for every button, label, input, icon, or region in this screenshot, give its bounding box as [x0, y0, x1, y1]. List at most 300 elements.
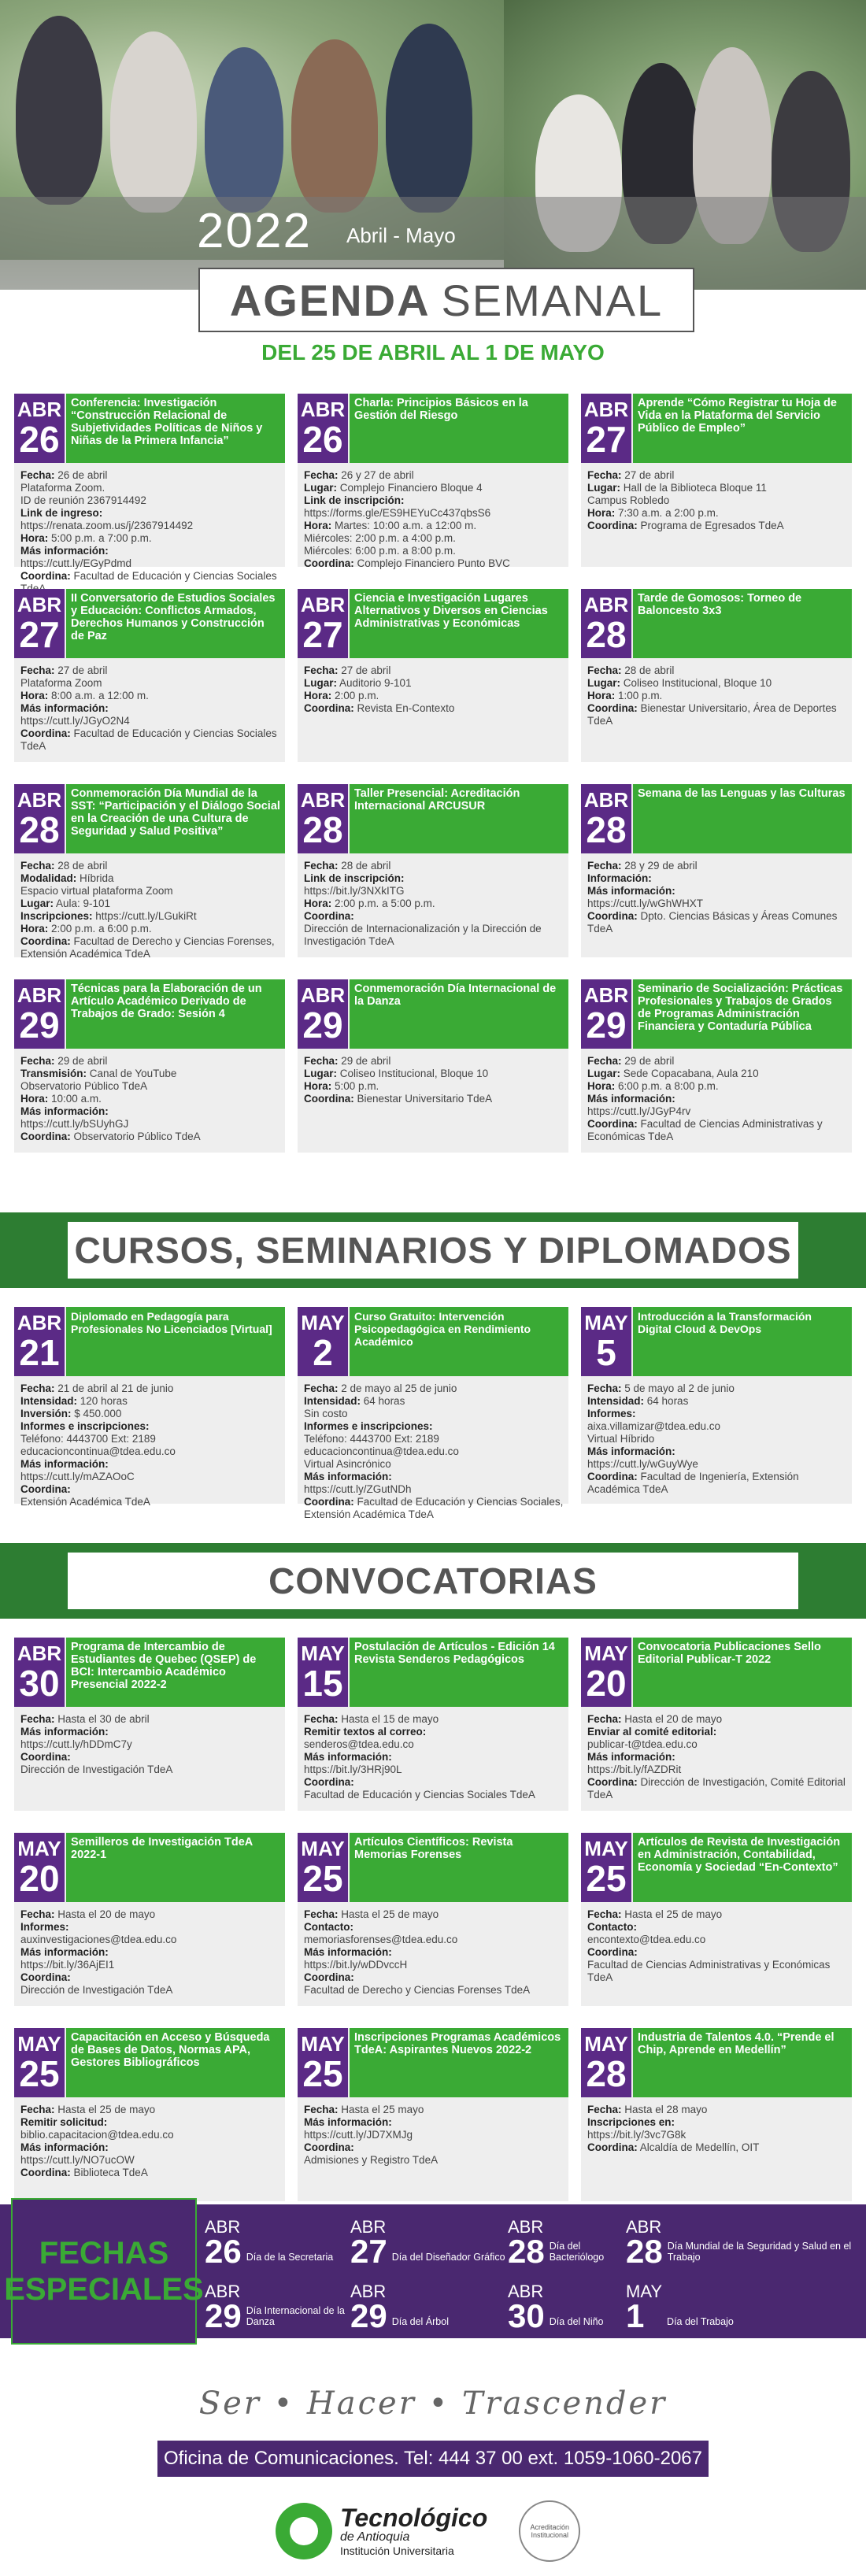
detail-link[interactable]: publicar-t@tdea.edu.co — [587, 1738, 698, 1750]
detail-value: Canal de YouTube — [89, 1068, 177, 1079]
fechas-label-1: FECHAS — [39, 2236, 169, 2271]
event-detail-line — [20, 1395, 280, 1408]
event-detail-line — [20, 532, 280, 545]
detail-label: Hora: — [20, 923, 49, 935]
detail-value: Complejo Financiero Punto BVC — [357, 557, 510, 569]
event-card — [298, 1833, 568, 2006]
event-title: Charla: Principios Básicos en la Gestión del Riesgo — [350, 394, 568, 463]
event-detail-line — [304, 1789, 564, 1801]
detail-value: 64 horas — [646, 1395, 689, 1407]
detail-label: Informes: — [20, 1921, 69, 1933]
event-detail-line — [20, 1984, 280, 1997]
detail-value: Bienestar Universitario TdeA — [357, 1093, 493, 1105]
detail-value: Alcaldía de Medellín, OIT — [639, 2141, 760, 2153]
event-details — [20, 860, 280, 960]
event-detail-line — [587, 1738, 847, 1751]
detail-link[interactable]: auxinvestigaciones@tdea.edu.co — [20, 1934, 177, 1945]
event-date-box — [14, 784, 65, 853]
detail-label: Lugar: — [587, 482, 620, 494]
fechas-label-2: ESPECIALES — [4, 2272, 204, 2307]
event-detail-line — [304, 1496, 564, 1521]
event-title: Postulación de Artículos - Edición 14 Revista Senderos Pedagógicos — [350, 1638, 568, 1707]
detail-label: Más información: — [20, 545, 109, 557]
detail-value: Plataforma Zoom. — [20, 482, 105, 494]
detail-label: Fecha: — [587, 1382, 622, 1394]
detail-link[interactable]: https://renata.zoom.us/j/2367914492 — [20, 520, 194, 531]
event-day: 15 — [302, 1663, 343, 1704]
detail-label: Fecha: — [20, 1713, 55, 1725]
detail-value: Hasta el 25 de mayo — [341, 1908, 439, 1920]
event-month: MAY — [301, 1311, 345, 1334]
event-day: 28 — [586, 809, 627, 850]
detail-label: Coordina: — [304, 1971, 354, 1983]
event-card — [298, 784, 568, 957]
event-day: 30 — [19, 1663, 60, 1704]
cursos-grid — [14, 1307, 852, 1520]
logo-sub: de Antioquia — [340, 2530, 410, 2544]
detail-value: 29 de abril — [341, 1055, 391, 1067]
event-date-box — [14, 1833, 65, 1902]
event-detail-line — [20, 860, 280, 872]
detail-label: Fecha: — [20, 2104, 55, 2115]
event-card — [14, 394, 285, 582]
event-title: Programa de Intercambio de Estudiantes de Quebec (QSEP) de BCI: Intercambio Académico Presencial 2022-2 — [66, 1638, 285, 1707]
event-details — [304, 469, 564, 570]
event-detail-line — [304, 898, 564, 910]
fecha-day: 27 — [350, 2233, 387, 2270]
detail-link[interactable]: memoriasforenses@tdea.edu.co — [304, 1934, 458, 1945]
detail-link[interactable]: https://cutt.ly/EGyPdmd — [20, 557, 132, 569]
event-detail-line — [20, 2116, 280, 2129]
detail-link[interactable]: https://bit.ly/3HRj90L — [304, 1764, 402, 1775]
event-month: MAY — [584, 1641, 628, 1665]
detail-label: Fecha: — [20, 1055, 55, 1067]
event-title: Industria de Talentos 4.0. “Prende el Chip, Aprende en Medellín” — [633, 2028, 852, 2097]
event-details — [20, 469, 280, 595]
event-details — [20, 1382, 280, 1508]
detail-label: Link de ingreso: — [20, 507, 103, 519]
detail-link[interactable]: educacioncontinua@tdea.edu.co — [20, 1445, 176, 1457]
detail-value: Teléfono: 4443700 Ext: 2189 — [304, 1433, 439, 1445]
fecha-especial-item — [350, 2277, 508, 2332]
event-day: 29 — [19, 1005, 60, 1046]
detail-label: Modalidad: — [20, 872, 77, 884]
detail-value: Facultad de Educación y Ciencias Sociales — [73, 570, 277, 582]
detail-label: Coordina: — [304, 557, 354, 569]
agenda-title-bold: AGENDA — [229, 275, 431, 325]
detail-value: Campus Robledo — [587, 494, 670, 506]
detail-value: Facultad de Ingeniería, Extensión Académica TdeA — [587, 1471, 799, 1495]
event-detail-line — [587, 1908, 847, 1921]
event-detail-line — [587, 1445, 847, 1458]
detail-label: Inversión: — [20, 1408, 72, 1419]
detail-label: Hora: — [587, 507, 616, 519]
event-detail-line — [20, 469, 280, 482]
detail-value: 2:00 p.m. a 5:00 p.m. — [335, 898, 435, 909]
detail-label: Lugar: — [304, 482, 337, 494]
detail-link[interactable]: https://cutt.ly/hDDmC7y — [20, 1738, 132, 1750]
event-title: Taller Presencial: Acreditación Internacional ARCUSUR — [350, 784, 568, 853]
detail-link[interactable]: https://cutt.ly/NO7ucOW — [20, 2154, 135, 2166]
event-detail-line — [20, 1946, 280, 1959]
event-date-box — [14, 1638, 65, 1707]
detail-value: Dirección de Internacionalización y la Dirección de Investigación TdeA — [304, 923, 542, 947]
event-detail-line — [20, 1471, 280, 1483]
event-day: 26 — [19, 419, 60, 460]
event-detail-line — [20, 1713, 280, 1726]
event-date-box — [14, 394, 65, 463]
fecha-especial-item — [508, 2212, 626, 2270]
detail-value: 26 y 27 de abril — [341, 469, 414, 481]
agenda-title-light: SEMANAL — [441, 275, 664, 325]
event-day: 28 — [302, 809, 343, 850]
event-detail-line — [304, 2116, 564, 2129]
detail-value: Plataforma Zoom — [20, 677, 102, 689]
detail-label: Más información: — [20, 1105, 109, 1117]
event-month: ABR — [300, 788, 346, 812]
detail-value: Aula: 9-101 — [56, 898, 111, 909]
detail-label: Más información: — [20, 702, 109, 714]
event-date-box — [581, 979, 631, 1049]
event-detail-line — [20, 545, 280, 557]
event-card — [14, 979, 285, 1153]
event-detail-line — [304, 1921, 564, 1934]
detail-label: Fecha: — [20, 1382, 55, 1394]
detail-value: Dirección de Investigación TdeA — [20, 1984, 173, 1996]
detail-label: Más información: — [587, 1093, 675, 1105]
event-month: MAY — [584, 2032, 628, 2056]
detail-label: Más información: — [304, 1471, 392, 1482]
detail-value: 2:00 p.m. — [335, 690, 379, 701]
tdea-logo-icon — [276, 2503, 332, 2559]
detail-value: 29 de abril — [624, 1055, 675, 1067]
detail-value: 5 de mayo al 2 de junio — [624, 1382, 735, 1394]
detail-link[interactable]: https://cutt.ly/wGuyWye — [587, 1458, 698, 1470]
detail-value: 7:30 a.m. a 2:00 p.m. — [618, 507, 719, 519]
detail-label: Fecha: — [20, 1908, 55, 1920]
event-detail-line — [20, 677, 280, 690]
detail-label: Lugar: — [587, 677, 620, 689]
event-day: 29 — [302, 1005, 343, 1046]
event-month: ABR — [17, 1311, 62, 1334]
detail-value: Dirección de Investigación, Comité Editorial TdeA — [587, 1776, 846, 1801]
event-card — [581, 1307, 852, 1504]
event-detail-line — [20, 2141, 280, 2154]
event-month: ABR — [17, 983, 62, 1007]
logo-main: Tecnológico — [340, 2504, 488, 2532]
event-detail-line — [20, 1055, 280, 1068]
detail-link[interactable]: aixa.villamizar@tdea.edu.co — [587, 1420, 721, 1432]
event-detail-line — [587, 1776, 847, 1801]
convocatorias-title: CONVOCATORIAS — [66, 1551, 800, 1611]
detail-label: Coordina: — [304, 1496, 354, 1508]
event-detail-line — [20, 482, 280, 494]
detail-label: Fecha: — [20, 860, 55, 872]
student-figure — [110, 31, 197, 213]
event-detail-line — [587, 1382, 847, 1395]
detail-link[interactable]: https://cutt.ly/wGhWHXT — [587, 898, 704, 909]
detail-label: Hora: — [304, 520, 332, 531]
event-date-box — [298, 1638, 348, 1707]
event-month: MAY — [301, 2032, 345, 2056]
fecha-especial-item — [350, 2212, 508, 2270]
event-card — [298, 2028, 568, 2201]
detail-link[interactable]: https://cutt.ly/mAZAOoC — [20, 1471, 135, 1482]
event-detail-line — [20, 1445, 280, 1458]
detail-label: Intensidad: — [20, 1395, 78, 1407]
event-card — [14, 1833, 285, 2006]
fecha-day: 29 — [205, 2297, 242, 2334]
detail-link[interactable]: https://forms.gle/ES9HEYuCc437qbsS6 — [304, 507, 491, 519]
detail-link[interactable]: https://bit.ly/3NXkITG — [304, 885, 405, 897]
event-detail-line — [587, 702, 847, 727]
event-month: ABR — [300, 983, 346, 1007]
event-detail-line — [304, 520, 564, 532]
event-detail-line — [20, 1934, 280, 1946]
fecha-day: 1 — [626, 2297, 645, 2334]
event-detail-line — [304, 910, 564, 923]
event-detail-line — [20, 1921, 280, 1934]
event-month: ABR — [583, 983, 629, 1007]
hero-photo — [0, 0, 866, 290]
event-month: ABR — [17, 1641, 62, 1665]
fechas-items — [205, 2212, 858, 2332]
fecha-text: Día Mundial de la Seguridad y Salud en el Trabajo — [667, 2241, 852, 2263]
detail-label: Coordina: — [587, 1118, 638, 1130]
event-day: 25 — [302, 2053, 343, 2094]
detail-value: Hasta el 15 de mayo — [341, 1713, 439, 1725]
event-detail-line — [304, 1751, 564, 1764]
event-detail-line — [587, 1946, 847, 1959]
event-title: Diplomado en Pedagogía para Profesionales No Licenciados [Virtual] — [66, 1307, 285, 1376]
event-detail-line — [20, 702, 280, 715]
fecha-especial-item — [508, 2277, 626, 2332]
event-detail-line — [587, 1433, 847, 1445]
detail-link[interactable]: https://cutt.ly/JGyP4rv — [587, 1105, 691, 1117]
event-date-box — [298, 784, 348, 853]
event-detail-line — [304, 2154, 564, 2167]
event-detail-line — [304, 1458, 564, 1471]
event-title: Semana de las Lenguas y las Culturas — [633, 784, 852, 853]
detail-value: 2:00 p.m. a 6:00 p.m. — [51, 923, 152, 935]
fecha-day: 28 — [508, 2233, 545, 2270]
detail-link[interactable]: https://cutt.ly/JD7XMJg — [304, 2129, 413, 2141]
detail-link[interactable]: https://bit.ly/36AjEI1 — [20, 1959, 115, 1971]
event-detail-line — [20, 1068, 280, 1080]
event-card — [14, 1638, 285, 1811]
event-day: 5 — [596, 1332, 616, 1373]
event-detail-line — [587, 664, 847, 677]
event-title: Artículos de Revista de Investigación en Administración, Contabilidad, Economía y Sociedad “En-Contexto” — [633, 1833, 852, 1902]
detail-label: Más información: — [587, 1751, 675, 1763]
detail-value: Coliseo Institucional, Bloque 10 — [623, 677, 772, 689]
detail-label: Contacto: — [304, 1921, 353, 1933]
event-card — [298, 589, 568, 762]
event-title: Conmemoración Día Mundial de la SST: “Participación y el Diálogo Social en la Creación de una Cultura de Seguridad y Salud Positiva” — [66, 784, 285, 853]
detail-label: Contacto: — [587, 1921, 637, 1933]
event-detail-line — [304, 1408, 564, 1420]
detail-label: Fecha: — [587, 2104, 622, 2115]
event-detail-line — [587, 1726, 847, 1738]
detail-value: Miércoles: 2:00 p.m. a 4:00 p.m. — [304, 532, 456, 544]
fechas-especiales-label — [4, 2198, 204, 2345]
fecha-especial-item — [205, 2277, 350, 2332]
detail-value: Hasta el 20 de mayo — [624, 1713, 723, 1725]
detail-label: Fecha: — [20, 469, 55, 481]
event-detail-line — [304, 469, 564, 482]
event-card — [298, 1638, 568, 1811]
detail-link[interactable]: https://cutt.ly/bSUyhGJ — [20, 1118, 129, 1130]
event-detail-line — [587, 1080, 847, 1093]
fecha-day: 29 — [350, 2297, 387, 2334]
detail-value: Virtual Híbrido — [587, 1433, 655, 1445]
detail-link[interactable]: biblio.capacitacion@tdea.edu.co — [20, 2129, 174, 2141]
event-detail-line — [304, 1934, 564, 1946]
detail-value: Sin costo — [304, 1408, 348, 1419]
detail-label: Lugar: — [304, 677, 337, 689]
detail-link[interactable]: senderos@tdea.edu.co — [304, 1738, 414, 1750]
detail-value: 26 de abril — [57, 469, 108, 481]
detail-link[interactable]: encontexto@tdea.edu.co — [587, 1934, 706, 1945]
event-detail-line — [20, 1738, 280, 1751]
detail-label: Coordina: — [587, 702, 638, 714]
detail-label: Coordina: — [587, 520, 638, 531]
event-detail-line — [20, 1433, 280, 1445]
event-detail-line — [304, 1971, 564, 1984]
event-detail-line — [587, 1068, 847, 1080]
detail-value: 2 de mayo al 25 de junio — [341, 1382, 457, 1394]
detail-value: Hasta el 30 de abril — [57, 1713, 150, 1725]
event-month: ABR — [17, 593, 62, 616]
detail-value: Facultad de Educación y Ciencias Sociales TdeA — [304, 1789, 535, 1801]
detail-link[interactable]: https://bit.ly/3vc7G8k — [587, 2129, 687, 2141]
detail-link[interactable]: https://cutt.ly/ZGutNDh — [304, 1483, 412, 1495]
fecha-month: ABR — [205, 2282, 241, 2301]
event-detail-line — [587, 1105, 847, 1118]
fecha-especial-item — [626, 2277, 858, 2332]
detail-value: $ 450.000 — [74, 1408, 122, 1419]
event-date-box — [581, 1833, 631, 1902]
event-details — [304, 1713, 564, 1801]
event-detail-line — [587, 910, 847, 935]
detail-label: Fecha: — [304, 1382, 339, 1394]
event-detail-line — [304, 482, 564, 494]
event-detail-line — [304, 677, 564, 690]
event-detail-line — [304, 1068, 564, 1080]
detail-label: Remitir solicitud: — [20, 2116, 108, 2128]
event-title: Ciencia e Investigación Lugares Alternativos y Diversos en Ciencias Administrativas y Económicas — [350, 589, 568, 658]
event-details — [20, 664, 280, 753]
event-detail-line — [20, 690, 280, 702]
detail-link[interactable]: https://bit.ly/fAZDRit — [587, 1764, 682, 1775]
event-detail-line — [20, 1093, 280, 1105]
event-title: Aprende “Cómo Registrar tu Hoja de Vida en la Plataforma del Servicio Público de Empleo” — [633, 394, 852, 463]
detail-label: Más información: — [304, 1946, 392, 1958]
event-detail-line — [20, 1131, 280, 1143]
event-details — [304, 860, 564, 948]
event-detail-line — [20, 1751, 280, 1764]
detail-value: 28 y 29 de abril — [624, 860, 698, 872]
detail-label: Fecha: — [304, 2104, 339, 2115]
oficina-comunicaciones: Oficina de Comunicaciones. Tel: 444 37 00 ext. 1059-1060-2067 — [157, 2441, 709, 2477]
detail-link[interactable]: https://cutt.ly/JGyO2N4 — [20, 715, 130, 727]
event-detail-line — [304, 1908, 564, 1921]
event-details — [587, 1713, 847, 1801]
event-day: 26 — [302, 419, 343, 460]
detail-link[interactable]: educacioncontinua@tdea.edu.co — [304, 1445, 459, 1457]
student-figure — [386, 24, 472, 213]
event-date-box — [581, 589, 631, 658]
event-date-box — [581, 1307, 631, 1376]
detail-label: Fecha: — [304, 1908, 339, 1920]
event-detail-line — [304, 507, 564, 520]
detail-link[interactable]: https://cutt.ly/LGukiRt — [95, 910, 197, 922]
event-detail-line — [587, 1093, 847, 1105]
detail-label: Inscripciones en: — [587, 2116, 675, 2128]
event-month: MAY — [584, 1311, 628, 1334]
fecha-month: ABR — [626, 2217, 662, 2237]
detail-label: Coordina: — [587, 1946, 638, 1958]
fecha-day: 30 — [508, 2297, 545, 2334]
event-detail-line — [304, 860, 564, 872]
detail-label: Lugar: — [587, 1068, 620, 1079]
detail-link[interactable]: https://bit.ly/wDDvccH — [304, 1959, 408, 1971]
detail-value: Facultad de Educación y Ciencias Sociales TdeA — [20, 727, 277, 752]
fechas-especiales — [0, 2204, 866, 2338]
detail-label: Inscripciones: — [20, 910, 93, 922]
fecha-text: Día del Trabajo — [667, 2316, 734, 2327]
student-figure — [291, 39, 378, 213]
event-date-box — [14, 2028, 65, 2097]
detail-label: Coordina: — [587, 1776, 638, 1788]
event-details — [20, 1055, 280, 1143]
cursos-title: CURSOS, SEMINARIOS Y DIPLOMADOS — [66, 1220, 800, 1280]
detail-label: Coordina: — [587, 1471, 638, 1482]
event-detail-line — [20, 2154, 280, 2167]
detail-label: Fecha: — [587, 664, 622, 676]
event-detail-line — [587, 1713, 847, 1726]
period: Abril - Mayo — [346, 224, 456, 247]
detail-label: Coordina: — [20, 570, 71, 582]
fecha-day: 28 — [626, 2233, 663, 2270]
fecha-text: Día del Niño — [549, 2316, 604, 2327]
event-detail-line — [587, 1921, 847, 1934]
event-title: Tarde de Gomosos: Torneo de Baloncesto 3x3 — [633, 589, 852, 658]
detail-value: Biblioteca TdeA — [73, 2167, 148, 2178]
event-details — [304, 2104, 564, 2167]
event-detail-line — [587, 1458, 847, 1471]
detail-label: Coordina: — [20, 1751, 71, 1763]
event-detail-line — [20, 1458, 280, 1471]
event-day: 21 — [19, 1332, 60, 1373]
event-detail-line — [20, 872, 280, 885]
detail-label: Hora: — [304, 898, 332, 909]
event-detail-line — [587, 1959, 847, 1984]
detail-label: Coordina: — [587, 2141, 638, 2153]
event-detail-line — [587, 690, 847, 702]
event-detail-line — [304, 885, 564, 898]
event-detail-line — [304, 494, 564, 507]
detail-label: Intensidad: — [587, 1395, 645, 1407]
detail-label: Coordina: — [20, 1131, 71, 1142]
event-detail-line — [304, 2129, 564, 2141]
event-detail-line — [304, 1093, 564, 1105]
event-detail-line — [304, 664, 564, 677]
event-detail-line — [20, 2104, 280, 2116]
event-day: 27 — [302, 614, 343, 655]
detail-value: 29 de abril — [57, 1055, 108, 1067]
event-detail-line — [304, 2141, 564, 2154]
